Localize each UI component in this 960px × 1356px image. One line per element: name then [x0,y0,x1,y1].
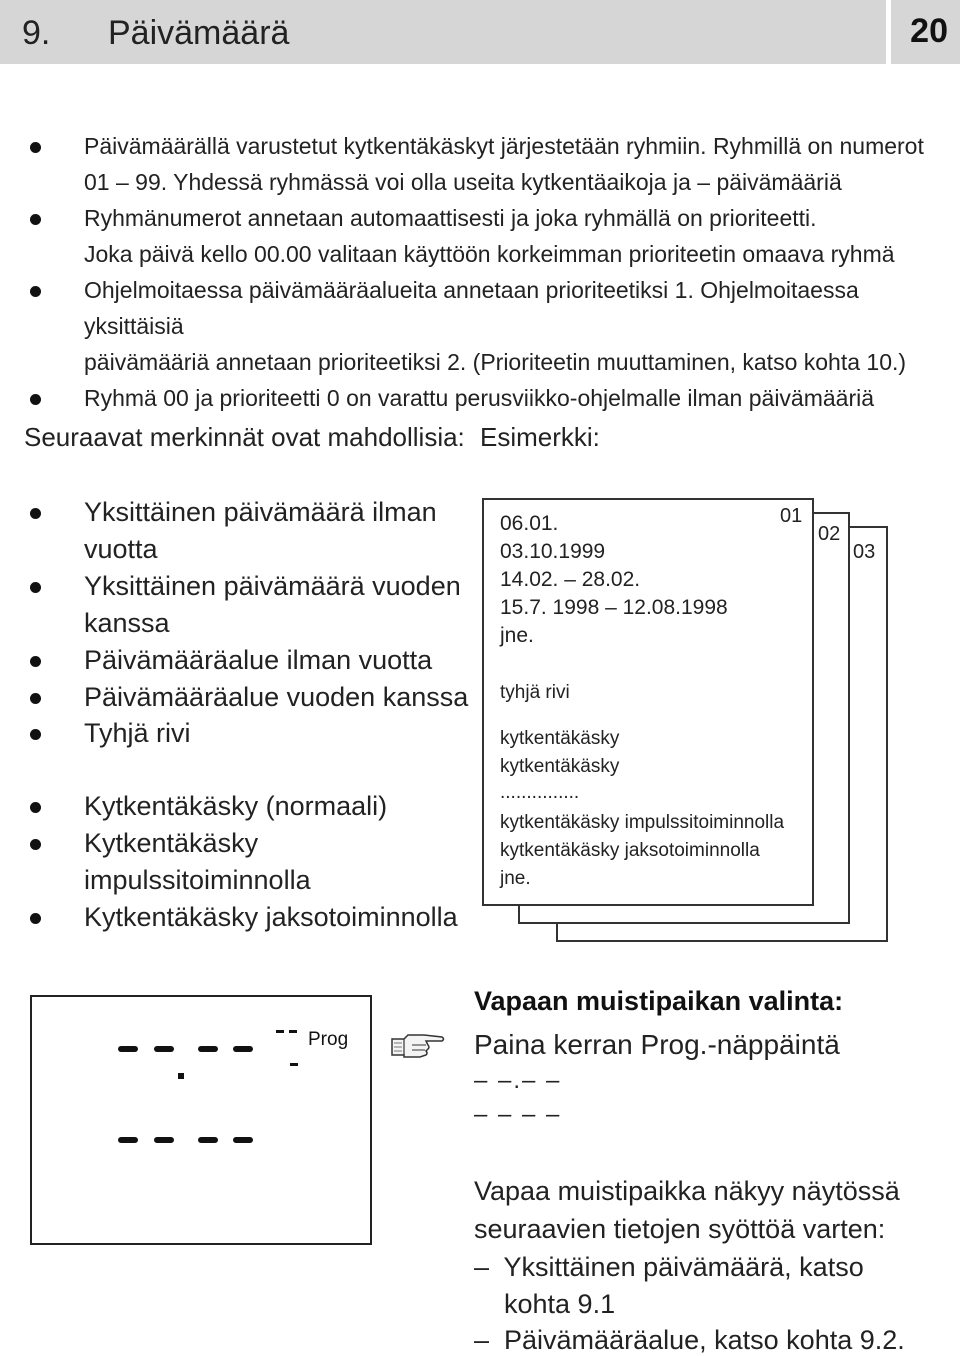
possible-entries-heading: Seuraavat merkinnät ovat mahdollisia: [24,422,465,452]
possible-entries-list-blank [30,715,470,752]
lcd-segments [32,997,370,1243]
list-item [30,568,470,642]
list-item [30,899,470,936]
segment-dash [198,1046,218,1052]
group-label-02: 02 [818,523,841,545]
example-heading: Esimerkki: [480,422,600,452]
intro-line: 01 – 99. Yhdessä ryhmässä voi olla useita kytkentäaikoja ja – päivämääriä [84,169,842,195]
bullet-icon [30,839,41,850]
possible-entries-list-commands [30,788,470,936]
list-item-label: Päivämääräalue ilman vuotta [84,645,433,675]
free-slot-description: – Päivämääräalue, katso kohta 9.2. [474,1325,905,1355]
intro-line: Ryhmänumerot annetaan automaattisesti ja joka ryhmällä on prioriteetti. [84,205,817,231]
intro-line: päivämääriä annetaan prioriteetiksi 2. (Prioriteetin muuttaminen, katso kohta 10.) [84,349,907,375]
page-title: Päivämäärä [108,14,290,52]
intro-bullet [30,380,930,416]
possible-entries-list [30,494,470,716]
list-item-label: Kytkentäkäsky jaksotoiminnolla [84,902,458,932]
intro-bullet [30,200,930,272]
example-line: kytkentäkäsky [500,756,620,777]
segment-dash [118,1046,138,1052]
example-line: 15.7. 1998 – 12.08.1998 [500,596,728,619]
group-label-03: 03 [853,541,876,563]
page-number-box [891,0,960,64]
example-line: 14.02. – 28.02. [500,568,641,591]
free-slot-description: seuraavien tietojen syöttöä varten: [474,1214,886,1244]
section-number: 9. [22,14,51,52]
segment-dash [118,1137,138,1143]
bullet-icon [30,214,41,225]
free-slot-heading: Vapaan muistipaikan valinta: [474,986,844,1016]
example-line: jne. [500,868,531,889]
intro-line: Ohjelmoitaessa päivämääräalueita annetaan prioriteetiksi 1. Ohjelmoitaessa yksittäisiä [84,277,859,339]
bullet-icon [30,286,41,297]
example-line: tyhjä rivi [500,682,570,703]
example-line: kytkentäkäsky jaksotoiminnolla [500,840,760,861]
list-item [30,494,470,568]
bullet-icon [30,508,41,519]
intro-line: Päivämäärällä varustetut kytkentäkäskyt järjestetään ryhmiin. Ryhmillä on numerot [84,133,924,159]
bullet-icon [30,394,41,405]
free-slot-instruction: Paina kerran Prog.-näppäintä [474,1029,840,1060]
group-label-01: 01 [780,505,803,527]
display-dash-line-1: – –.– – [474,1067,562,1094]
header-title-bar [0,0,886,64]
bullet-icon [30,656,41,667]
lcd-display [30,995,372,1245]
free-slot-description: kohta 9.1 [474,1289,616,1319]
intro-bullet [30,272,930,380]
page-header [0,0,960,64]
pointing-hand-icon [390,1031,446,1066]
example-line: jne. [500,624,534,647]
free-slot-description: Vapaa muistipaikka näkyy näytössä [474,1176,900,1206]
list-item-label: Yksittäinen päivämäärä ilman vuotta [84,497,437,564]
segment-dot [178,1073,184,1079]
example-line: 03.10.1999 [500,540,606,563]
list-item-label: Yksittäinen päivämäärä vuoden kanssa [84,571,461,638]
bullet-icon [30,729,41,740]
display-dash-line-2: – – – – [474,1101,562,1128]
indicator-dash [290,1063,298,1066]
segment-dash [154,1137,174,1143]
intro-line: Ryhmä 00 ja prioriteetti 0 on varattu perusviikko-ohjelmalle ilman päivämääriä [84,385,875,411]
list-item [30,642,470,679]
example-line: ............... [500,782,580,803]
prog-label: Prog [308,1029,349,1050]
free-slot-description: – Yksittäinen päivämäärä, katso [474,1252,864,1282]
bullet-icon [30,142,41,153]
indicator-dash [276,1030,284,1033]
segment-dash [198,1137,218,1143]
page-number: 20 [910,12,948,50]
list-item [30,825,470,899]
segment-dash [233,1046,253,1052]
list-item [30,788,470,825]
list-item [30,679,470,716]
list-item [30,715,470,752]
segment-dash [233,1137,253,1143]
intro-line: Joka päivä kello 00.00 valitaan käyttöön korkeimman prioriteetin omaava ryhmä [84,241,895,267]
indicator-dash [289,1030,297,1033]
example-line: kytkentäkäsky impulssitoiminnolla [500,812,785,833]
list-item-label: Tyhjä rivi [84,718,191,748]
bullet-icon [30,913,41,924]
list-item-label: Kytkentäkäsky (normaali) [84,791,388,821]
example-line: 06.01. [500,512,559,535]
bullet-icon [30,802,41,813]
intro-bullet [30,128,930,200]
list-item-label: Päivämääräalue vuoden kanssa [84,682,469,712]
bullet-icon [30,582,41,593]
bullet-icon [30,693,41,704]
segment-dash [154,1046,174,1052]
intro-bullet-list [30,128,930,416]
example-line: kytkentäkäsky [500,728,620,749]
list-item-label: Kytkentäkäsky impulssitoiminnolla [84,828,311,895]
